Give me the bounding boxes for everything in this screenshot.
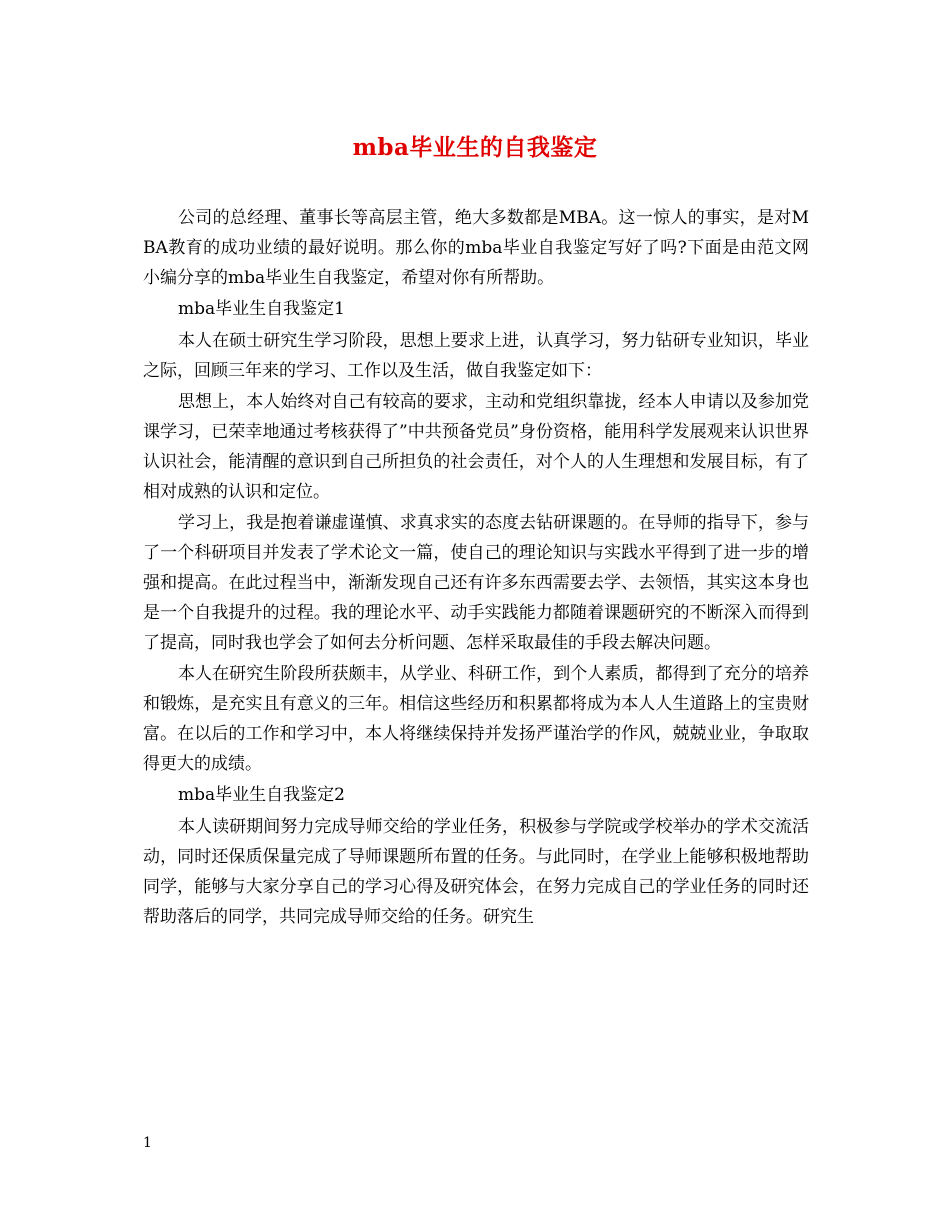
section-heading-2: mba毕业生自我鉴定2 [178, 785, 345, 805]
body-paragraph: 本人在研究生阶段所获颇丰，从学业、科研工作，到个人素质，都得到了充分的培养和锻炼，是充实且有意义的三年。相信这些经历和积累都将成为本人人生道路上的宝贵财富。在以后的工作和学习中，本人将继续保持并发扬严谨治学的作风，兢兢业业，争取取得更大的成绩。 [143, 664, 809, 774]
body-paragraph: 思想上，本人始终对自己有较高的要求，主动和党组织靠拢，经本人申请以及参加党课学习，已荣幸地通过考核获得了”中共预备党员”身份资格，能用科学发展观来认识世界认识社会，能清醒的意识到自己所担负的社会责任，对个人的人生理想和发展目标，有了相对成熟的认识和定位。 [143, 392, 809, 502]
section-heading-1: mba毕业生自我鉴定1 [178, 299, 345, 319]
page-number: 1 [143, 1135, 152, 1151]
intro-paragraph: 公司的总经理、董事长等高层主管，绝大多数都是MBA。这一惊人的事实，是对MBA教育的成功业绩的最好说明。那么你的mba毕业自我鉴定写好了吗?下面是由范文网小编分享的mba毕业生自我鉴定，希望对你有所帮助。 [143, 208, 809, 288]
document-body [143, 203, 809, 933]
body-paragraph: 本人读研期间努力完成导师交给的学业任务，积极参与学院或学校举办的学术交流活动，同时还保质保量完成了导师课题所布置的任务。与此同时，在学业上能够积极地帮助同学，能够与大家分享自己的学习心得及研究体会，在努力完成自己的学业任务的同时还帮助落后的同学，共同完成导师交给的任务。研究生 [143, 817, 809, 927]
body-paragraph: 学习上，我是抱着谦虚谨慎、求真求实的态度去钻研课题的。在导师的指导下，参与了一个科研项目并发表了学术论文一篇，使自己的理论知识与实践水平得到了进一步的增强和提高。在此过程当中，渐渐发现自己还有许多东西需要去学、去领悟，其实这本身也是一个自我提升的过程。我的理论水平、动手实践能力都随着课题研究的不断深入而得到了提高，同时我也学会了如何去分析问题、怎样采取最佳的手段去解决问题。 [143, 513, 809, 653]
body-paragraph: 本人在硕士研究生学习阶段，思想上要求上进，认真学习，努力钻研专业知识，毕业之际，回顾三年来的学习、工作以及生活，做自我鉴定如下： [143, 331, 809, 381]
document-title: mba毕业生的自我鉴定 [352, 134, 598, 161]
